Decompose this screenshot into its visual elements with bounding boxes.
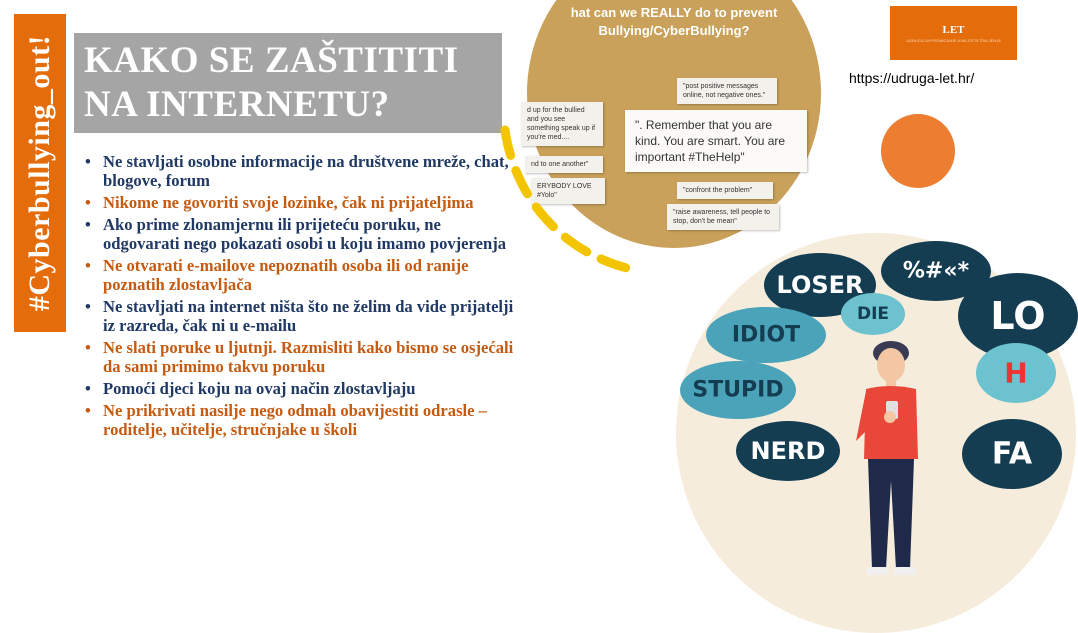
- word-bubble: [736, 421, 840, 481]
- let-logo: [890, 6, 1017, 60]
- list-item: • Ne stavljati osobne informacije na društvene mreže, chat, blogove, forum: [84, 152, 514, 190]
- list-item: • Ne slati poruke u ljutnji. Razmisliti kako bismo se osjećali da sami primimo takvu poruku: [84, 338, 514, 376]
- word-bubble-text: FA: [991, 436, 1033, 472]
- list-item: • Ako prime zlonamjernu ili prijeteću poruku, ne odgovarati nego pokazati osobi u koju imamo povjerenja: [84, 215, 514, 253]
- sticky-note: d up for the bullied and you see something speak up if you're med....: [521, 102, 603, 146]
- list-item: • Ne stavljati na internet ništa što ne želim da vide prijatelji iz razreda, čak ni u e-mailu: [84, 297, 514, 335]
- word-bubble-text: STUPID: [692, 377, 784, 403]
- sticky-note: "raise awareness, tell people to stop, don't be mean": [667, 204, 779, 230]
- word-bubble: [976, 343, 1056, 403]
- sticky-note: "confront the problem": [677, 182, 773, 199]
- word-bubble: [706, 307, 826, 363]
- dashed-arc: [495, 120, 645, 280]
- sticky-note: nd to one another": [525, 156, 603, 173]
- word-bubble: [680, 361, 796, 419]
- corkboard-question-line-2: Bullying/CyberBullying?: [598, 23, 750, 38]
- word-bubble-text: DIE: [856, 304, 890, 324]
- title-line-2: NA INTERNETU?: [84, 84, 390, 125]
- page-title: [84, 39, 492, 127]
- title-line-1: KAKO SE ZAŠTITITI: [84, 40, 459, 81]
- website-url[interactable]: https://udruga-let.hr/: [849, 70, 975, 86]
- title-box: [74, 33, 502, 133]
- tips-list: [84, 152, 514, 442]
- word-bubble-text: LOSER: [776, 271, 864, 299]
- logo-subtitle: UDRUGA ZA PROMICANJE KVALITETE ŽIVLJENJA: [906, 37, 1001, 43]
- word-bubble: [841, 293, 905, 335]
- word-bubble-text: %#«*: [902, 258, 970, 284]
- list-item: • Pomoći djeci koju na ovaj način zlostavljaju: [84, 379, 514, 398]
- person-figure: [846, 341, 936, 581]
- orange-circle: [881, 114, 955, 188]
- sticky-note: ". Remember that you are kind. You are smart. You are important #TheHelp": [625, 110, 807, 172]
- list-item: • Ne otvarati e-mailove nepoznatih osoba ili od ranije poznatih zlostavljača: [84, 256, 514, 294]
- corkboard-question-line-1: hat can we REALLY do to prevent: [570, 5, 778, 20]
- word-bubble-text: NERD: [750, 437, 826, 465]
- side-banner-text: #Cyberbullying_out!: [23, 34, 56, 312]
- sticky-note: ERYBODY LOVE #Yolo": [531, 178, 605, 204]
- sticky-note: "post positive messages online, not negative ones.": [677, 78, 777, 104]
- logo-title: LET: [942, 23, 965, 36]
- word-bubble-text: IDIOT: [731, 322, 801, 348]
- list-item: • Nikome ne govoriti svoje lozinke, čak ni prijateljima: [84, 193, 514, 212]
- corkboard-question: [527, 4, 821, 40]
- side-banner: [14, 14, 66, 332]
- word-bubble-text: H: [1004, 356, 1028, 390]
- word-bubble: [962, 419, 1062, 489]
- list-item: • Ne prikrivati nasilje nego odmah obavijestiti odrasle – roditelje, učitelje, stručnjake u školi: [84, 401, 514, 439]
- bullying-illustration: [676, 233, 1076, 633]
- word-bubble-text: LO: [990, 294, 1046, 338]
